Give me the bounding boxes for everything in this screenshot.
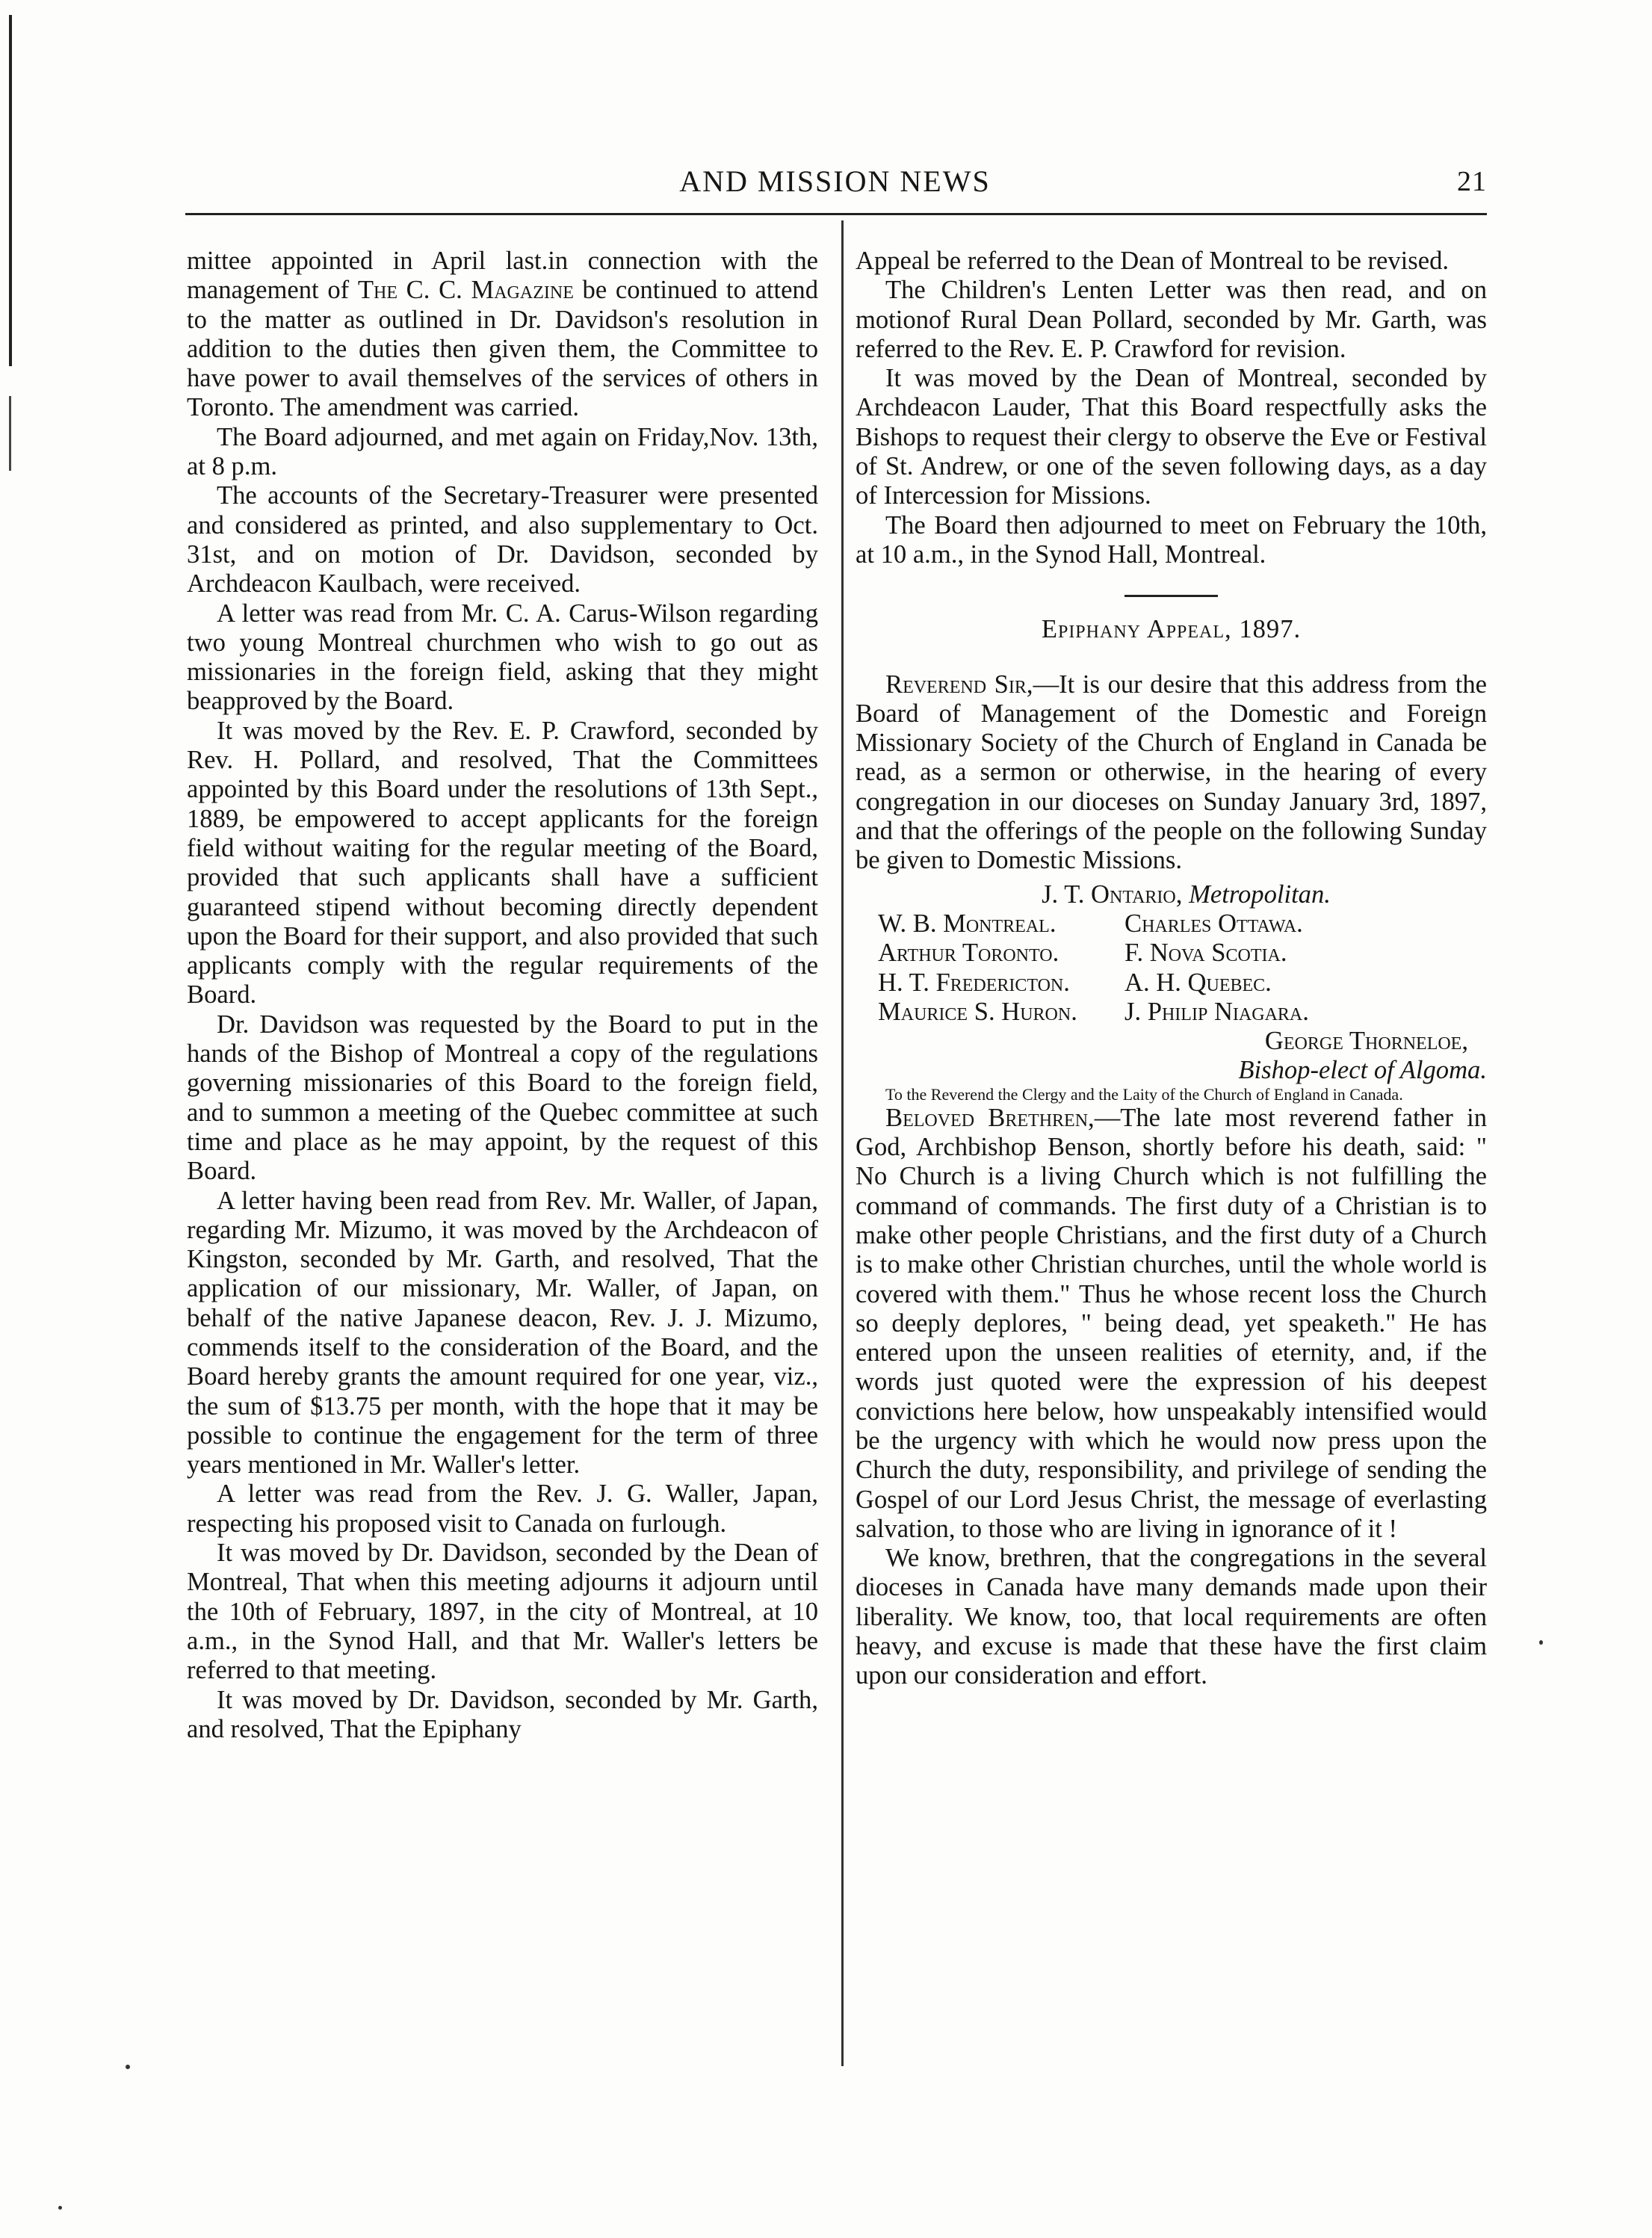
paragraph-text: be continued to attend to the matter as outlined in Dr. Davidson's resolution in addition to the duties then given them, the Committee to have power to avail themselves of the services of others in Toronto. The amendment was carried. — [187, 276, 819, 422]
paragraph — [187, 1686, 818, 1745]
final-signature-title: Bishop-elect of Algoma. — [1238, 1056, 1487, 1085]
metropolitan-title: Metropolitan. — [1189, 880, 1331, 909]
paragraph — [187, 481, 818, 599]
paragraph — [856, 670, 1487, 876]
metropolitan-signature — [856, 880, 1487, 909]
paragraph — [856, 247, 1487, 276]
appeal-paragraph — [856, 670, 1487, 876]
paragraph — [187, 247, 818, 423]
bishop-signature: A. H. Quebec. — [1124, 968, 1272, 997]
paragraph — [856, 511, 1487, 570]
paragraph-text: The Board then adjourned to meet on February the 10th, at 10 a.m., in the Synod Hall, Montreal. — [856, 510, 1487, 569]
bishop-signature: H. T. Fredericton. — [878, 968, 1070, 997]
bishop-signature: J. Philip Niagara. — [1124, 997, 1309, 1026]
print-speck — [126, 2065, 130, 2069]
print-speck — [58, 2206, 62, 2210]
bishop-signature: Charles Ottawa. — [1124, 909, 1303, 938]
page-header — [183, 161, 1487, 205]
page-number: 21 — [1457, 166, 1487, 197]
paragraph — [187, 1010, 818, 1187]
page-edge-rule — [9, 396, 11, 471]
paragraph-text: We know, brethren, that the congregations in the several dioceses in Canada have many demands made upon their liberality. We know, too, that local requirements are often heavy, and excuse is made that these have the first claim upon our consideration and effort. — [856, 1544, 1487, 1690]
small-caps-text: Beloved Brethren, — [885, 1103, 1095, 1132]
paragraph-text: —The late most reverend father in God, Archbishop Benson, shortly before his death, said: " No Church is a living Church which is not fulfilling the command of commands. The first duty of a Christian is to make other people Christians, and the first duty of a Church is to make other Christian churches, until the whole world is covered with them." Thus he whose recent loss the Church so deeply deplores, " being dead, yet speaketh." He has entered upon the unseen realities of eternity, and, if the words just quoted were the expression of his deepest convictions here below, how unspeakably intensified would be the urgency with which he would now press upon the Church the duty, responsibility, and privilege of sending the Gospel of our Lord Jesus Christ, the message of everlasting salvation, to those who are living in ignorance of it ! — [856, 1103, 1487, 1543]
column-divider — [841, 220, 844, 2066]
bishop-signature: Maurice S. Huron. — [878, 997, 1077, 1026]
paragraph-text: The Board adjourned, and met again on Friday,Nov. 13th, at 8 p.m. — [187, 422, 818, 481]
print-speck — [1539, 1640, 1543, 1645]
section-separator — [1124, 595, 1218, 597]
paragraph-text: Appeal be referred to the Dean of Montreal to be revised. — [856, 247, 1449, 275]
paragraph — [187, 1539, 818, 1685]
bishop-signature-list — [878, 909, 1487, 1027]
paragraph-text: —It is our desire that this address from the Board of Management of the Domestic and Foreign Missionary Society of the Church of England in Canada be read, as a sermon or otherwise, in the hearing of every congregation in our dioceses on Sunday January 3rd, 1897, and that the offerings of the people on the following Sunday be given to Domestic Missions. — [856, 670, 1487, 875]
bishop-signature: F. Nova Scotia. — [1124, 939, 1287, 968]
paragraph — [856, 364, 1487, 510]
right-column — [856, 247, 1487, 1691]
salutation: Reverend Sir, — [885, 670, 1033, 699]
paragraph-text: A letter was read from the Rev. J. G. Waller, Japan, respecting his proposed visit to Canada on furlough. — [187, 1480, 818, 1538]
paragraph-text: It was moved by the Dean of Montreal, seconded by Archdeacon Lauder, That this Board respectfully asks the Bishops to request their clergy to observe the Eve or Festival of St. Andrew, or one of the seven following days, as a day of Intercession for Missions. — [856, 364, 1487, 510]
paragraph-text: Dr. Davidson was requested by the Board to put in the hands of the Bishop of Montreal a copy of the regulations governing missionaries of this Board to the foreign field, and to summon a meeting of the Quebec committee at such time and place as he may appoint, by the request of this Board. — [187, 1010, 818, 1186]
paragraph — [187, 423, 818, 482]
paragraph — [187, 599, 818, 717]
paragraph-text: It was moved by Dr. Davidson, seconded by Mr. Garth, and resolved, That the Epiphany — [187, 1685, 818, 1743]
paragraph-text: A letter was read from Mr. C. A. Carus-Wilson regarding two young Montreal churchmen who wish to go out as missionaries in the foreign field, asking that they might beapproved by the Board. — [187, 599, 818, 716]
paragraph-text: A letter having been read from Rev. Mr. Waller, of Japan, regarding Mr. Mizumo, it was moved by the Archdeacon of Kingston, seconded by Mr. Garth, and resolved, That the application of our missionary, Mr. Waller, of Japan, on behalf of the native Japanese deacon, Rev. J. J. Mizumo, commends itself to the consideration of the Board, and the Board hereby grants the amount required for one year, viz., the sum of $13.75 per month, with the hope that it may be possible to continue the engagement for the term of three years mentioned in Mr. Waller's letter. — [187, 1186, 818, 1480]
minutes-continuation — [856, 247, 1487, 569]
paragraph-text: The accounts of the Secretary-Treasurer were presented and considered as printed, and also supplementary to Oct. 31st, and on motion of Dr. Davidson, seconded by Archdeacon Kaulbach, were received. — [187, 481, 818, 599]
paragraph — [856, 1104, 1487, 1544]
final-signature-name: George Thorneloe, — [1264, 1027, 1468, 1056]
running-head: AND MISSION NEWS — [679, 164, 991, 198]
paragraph — [187, 1187, 818, 1480]
paragraph-text: It was moved by the Rev. E. P. Crawford, seconded by Rev. H. Pollard, and resolved, That the Committees appointed by this Board under the resolutions of 13th Sept., 1889, be empowered to accept applicants for the foreign field without waiting for the regular meeting of the Board, provided that such applicants shall have a sufficient guaranteed stipend without becoming directly dependent upon the Board for their support, and also provided that such applicants comply with the regular requirements of the Board. — [187, 716, 818, 1010]
paragraph-text: mittee appointed in April last.in connection with the management of — [187, 247, 818, 305]
paragraph-text: The Children's Lenten Letter was then read, and on motionof Rural Dean Pollard, seconded by Mr. Garth, was referred to the Rev. E. P. Crawford for revision. — [856, 276, 1487, 363]
metropolitan-name: J. T. Ontario, — [1042, 880, 1183, 909]
address-note: To the Reverend the Clergy and the Laity of the Church of England in Canada. — [885, 1084, 1403, 1104]
header-rule — [185, 213, 1487, 215]
paragraph — [187, 1480, 818, 1539]
paragraph-text: It was moved by Dr. Davidson, seconded by the Dean of Montreal, That when this meeting adjourns it adjourn until the 10th of February, 1897, in the city of Montreal, at 10 a.m., in the Synod Hall, and that Mr. Waller's letters be referred to that meeting. — [187, 1539, 818, 1685]
bishop-signature: W. B. Montreal. — [878, 909, 1057, 938]
page-edge-rule — [9, 15, 12, 366]
bishop-signature: Arthur Toronto. — [878, 939, 1059, 968]
signature-block — [856, 880, 1487, 1086]
section-title: Epiphany Appeal, 1897. — [1041, 615, 1302, 644]
paragraph — [856, 1544, 1487, 1690]
letter-body — [856, 1104, 1487, 1691]
paragraph — [187, 717, 818, 1010]
small-caps-text: The C. C. Magazine — [357, 276, 574, 305]
paragraph — [856, 276, 1487, 364]
left-column — [187, 247, 818, 1744]
